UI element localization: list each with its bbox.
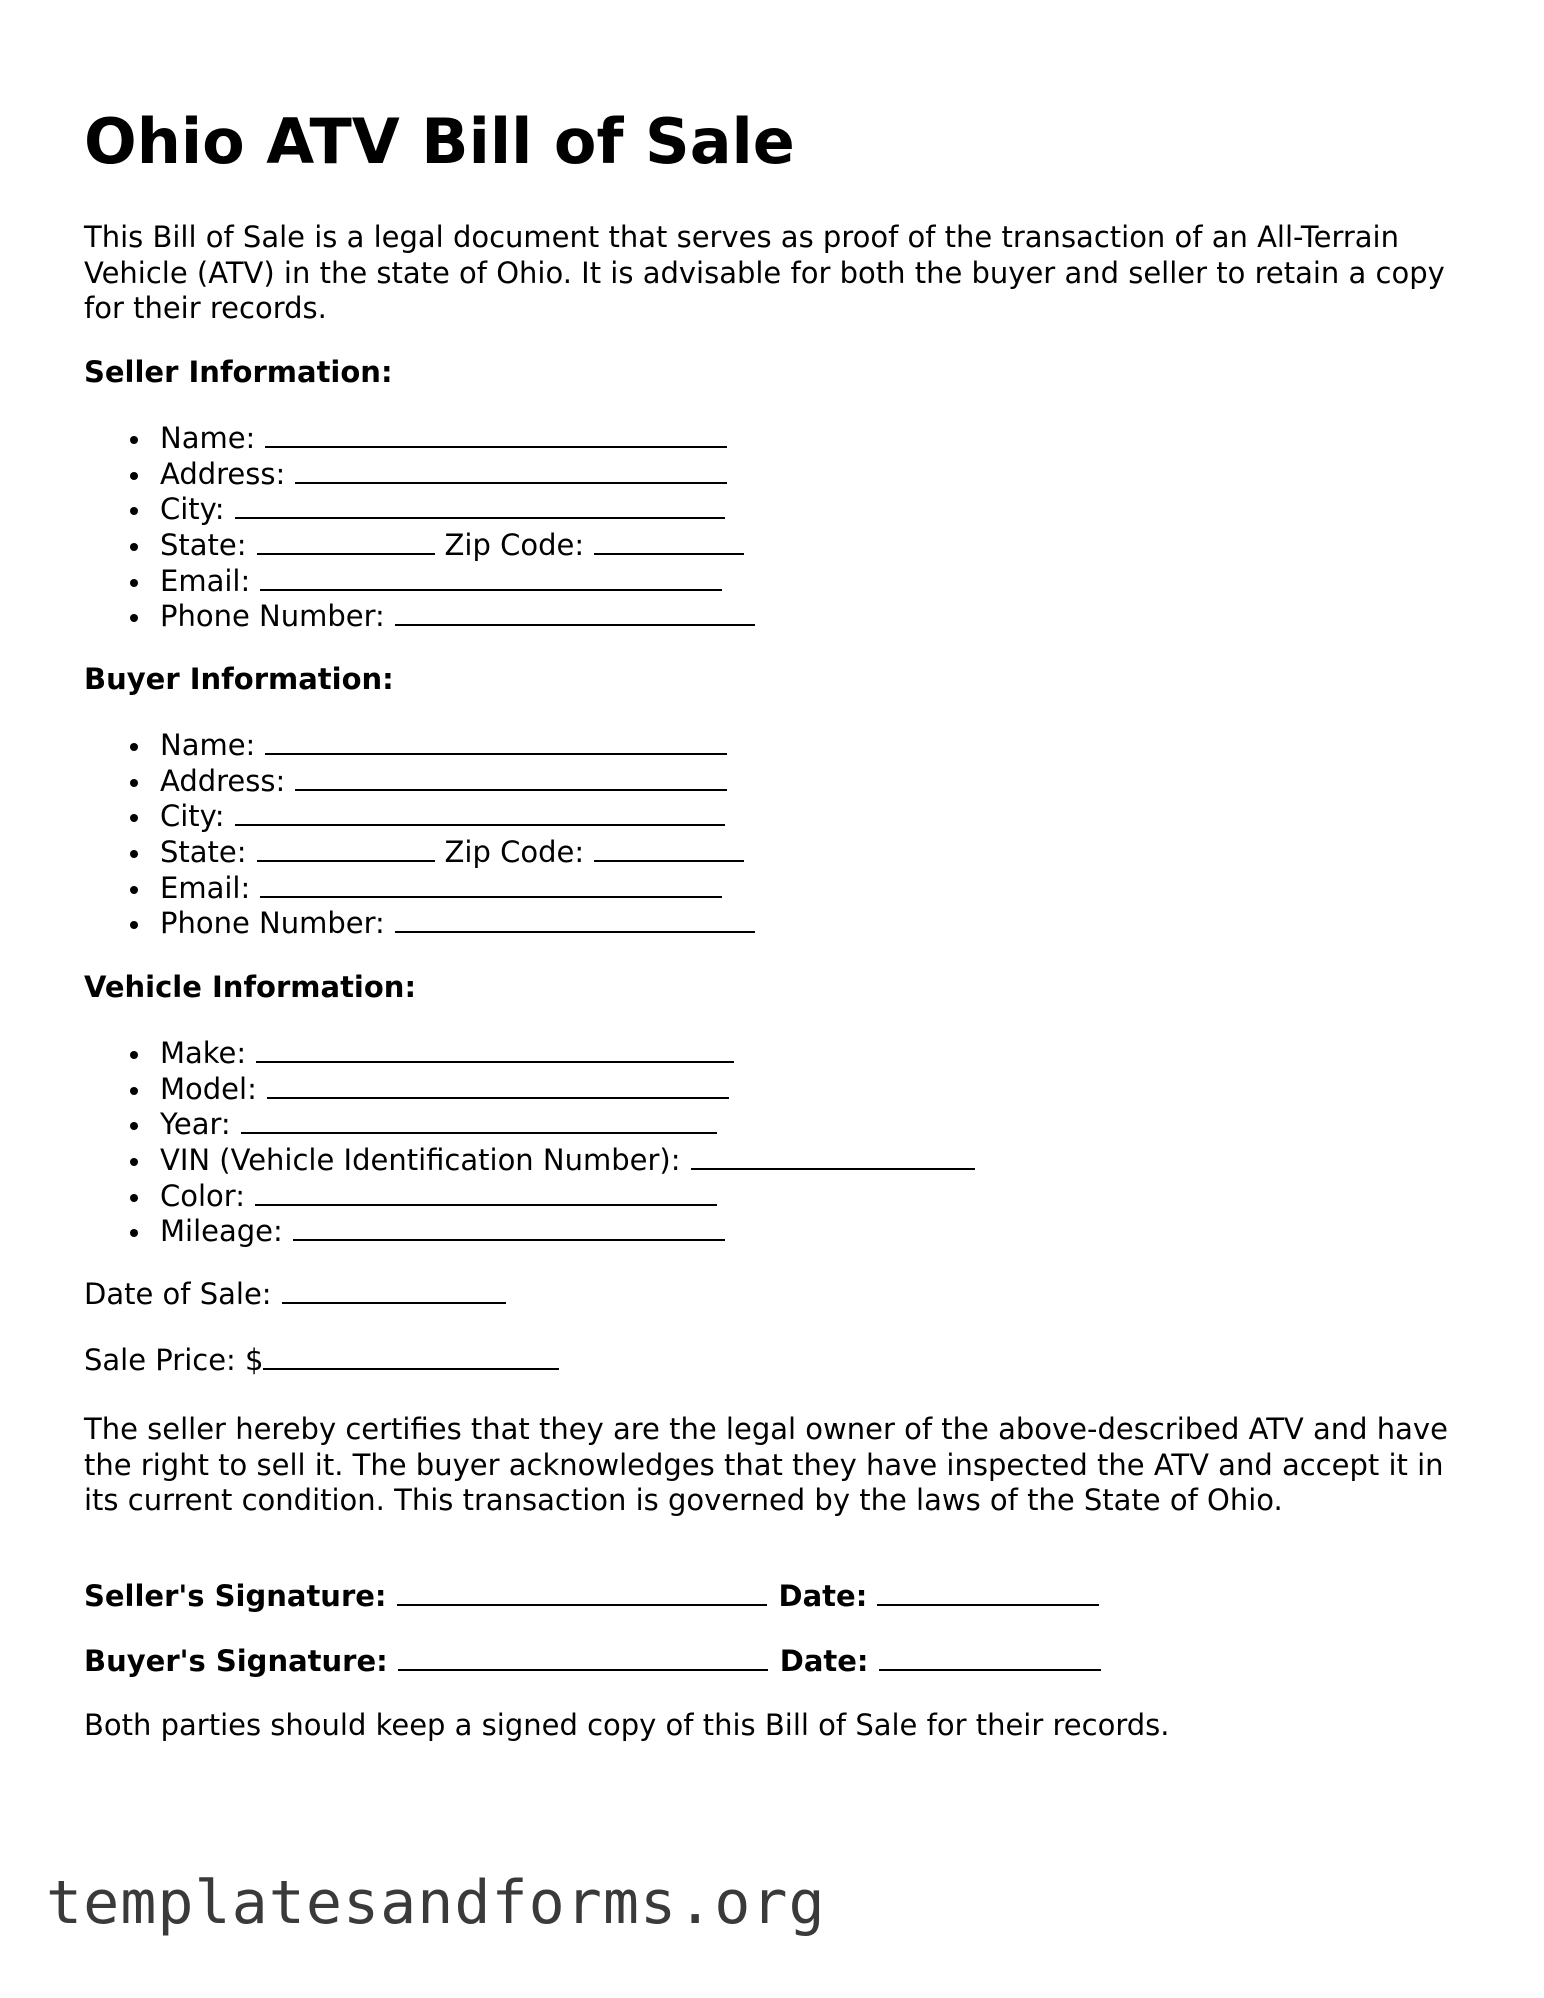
seller-name-item	[84, 420, 755, 456]
seller-email-label: Email:	[160, 563, 251, 598]
vehicle-model-item	[84, 1071, 975, 1107]
seller-zip-label: Zip Code:	[444, 528, 585, 563]
buyer-email-blank[interactable]	[260, 870, 722, 898]
seller-address-item	[84, 456, 755, 492]
sale-price-blank[interactable]	[263, 1342, 559, 1370]
certification-paragraph: The seller hereby certifies that they are the legal owner of the above-described ATV and have the right to sell it. The buyer acknowledges that they have inspected the ATV and accept it in its current condition. This transaction is governed by the laws of the State of Ohio.	[84, 1412, 1448, 1517]
seller-email-blank[interactable]	[260, 563, 722, 591]
vehicle-year-blank[interactable]	[241, 1106, 717, 1134]
buyer-city-blank[interactable]	[235, 798, 725, 826]
seller-state-blank[interactable]	[257, 527, 435, 555]
vehicle-model-label: Model:	[160, 1071, 257, 1106]
seller-section-heading: Seller Information:	[84, 355, 393, 389]
vehicle-vin-item	[84, 1142, 975, 1178]
buyer-zip-blank[interactable]	[594, 834, 744, 862]
vehicle-make-item	[84, 1035, 975, 1071]
vehicle-mileage-item	[84, 1213, 975, 1249]
buyer-field-list	[84, 727, 755, 941]
intro-paragraph: This Bill of Sale is a legal document that serves as proof of the transaction of an All-Terrain Vehicle (ATV) in the state of Ohio. It is advisable for both the buyer and seller to retain a copy for their records.	[84, 220, 1445, 325]
seller-signature-label: Seller's Signature:	[84, 1579, 387, 1613]
vehicle-year-label: Year:	[160, 1107, 231, 1142]
vehicle-make-label: Make:	[160, 1036, 247, 1070]
buyer-signature-label: Buyer's Signature:	[84, 1644, 388, 1678]
seller-city-item	[84, 491, 755, 527]
seller-zip-blank[interactable]	[594, 527, 744, 555]
seller-field-list	[84, 420, 755, 634]
seller-state-label: State:	[160, 528, 247, 563]
buyer-signature-date-blank[interactable]	[879, 1643, 1101, 1671]
seller-phone-item	[84, 598, 755, 634]
seller-signature-blank[interactable]	[397, 1578, 767, 1606]
buyer-name-label: Name:	[160, 728, 256, 762]
closing-paragraph: Both parties should keep a signed copy of this Bill of Sale for their records.	[84, 1708, 1170, 1742]
vehicle-field-list	[84, 1035, 975, 1249]
sale-price-line	[84, 1342, 559, 1378]
seller-city-blank[interactable]	[235, 491, 725, 519]
buyer-signature-date-label: Date:	[779, 1644, 869, 1678]
vehicle-section-heading: Vehicle Information:	[84, 970, 417, 1004]
seller-address-label: Address:	[160, 456, 286, 491]
buyer-city-label: City:	[160, 799, 225, 834]
date-of-sale-blank[interactable]	[282, 1276, 506, 1304]
buyer-state-blank[interactable]	[257, 834, 435, 862]
seller-signature-date-label: Date:	[778, 1579, 868, 1613]
date-of-sale-line	[84, 1276, 506, 1312]
buyer-signature-blank[interactable]	[398, 1643, 768, 1671]
buyer-signature-line	[84, 1643, 1101, 1679]
date-of-sale-label: Date of Sale:	[84, 1277, 272, 1311]
buyer-phone-item	[84, 905, 755, 941]
seller-signature-date-blank[interactable]	[877, 1578, 1099, 1606]
seller-email-item	[84, 563, 755, 599]
buyer-state-zip-item	[84, 834, 755, 870]
buyer-phone-blank[interactable]	[395, 905, 755, 933]
seller-address-blank[interactable]	[295, 456, 727, 484]
seller-name-label: Name:	[160, 421, 256, 455]
buyer-zip-label: Zip Code:	[444, 835, 585, 870]
vehicle-model-blank[interactable]	[267, 1071, 729, 1099]
vehicle-vin-label: VIN (Vehicle Identification Number):	[160, 1143, 681, 1178]
buyer-phone-label: Phone Number:	[160, 906, 385, 941]
buyer-name-item	[84, 727, 755, 763]
buyer-name-blank[interactable]	[265, 727, 727, 755]
buyer-state-label: State:	[160, 835, 247, 870]
buyer-email-label: Email:	[160, 870, 251, 905]
document-title: Ohio ATV Bill of Sale	[84, 105, 795, 178]
vehicle-make-blank[interactable]	[256, 1035, 734, 1063]
buyer-email-item	[84, 870, 755, 906]
seller-name-blank[interactable]	[265, 420, 727, 448]
vehicle-year-item	[84, 1106, 975, 1142]
seller-phone-blank[interactable]	[395, 598, 755, 626]
sale-price-label: Sale Price: $	[84, 1343, 264, 1377]
vehicle-vin-blank[interactable]	[691, 1142, 975, 1170]
seller-city-label: City:	[160, 492, 225, 527]
vehicle-mileage-blank[interactable]	[293, 1213, 725, 1241]
seller-state-zip-item	[84, 527, 755, 563]
vehicle-color-blank[interactable]	[255, 1178, 717, 1206]
watermark: templatesandforms.org	[46, 1868, 826, 1938]
seller-phone-label: Phone Number:	[160, 599, 385, 634]
buyer-address-item	[84, 763, 755, 799]
vehicle-mileage-label: Mileage:	[160, 1214, 283, 1249]
buyer-address-blank[interactable]	[295, 763, 727, 791]
buyer-address-label: Address:	[160, 763, 286, 798]
buyer-section-heading: Buyer Information:	[84, 662, 394, 696]
vehicle-color-item	[84, 1178, 975, 1214]
vehicle-color-label: Color:	[160, 1178, 245, 1213]
seller-signature-line	[84, 1578, 1099, 1614]
buyer-city-item	[84, 798, 755, 834]
